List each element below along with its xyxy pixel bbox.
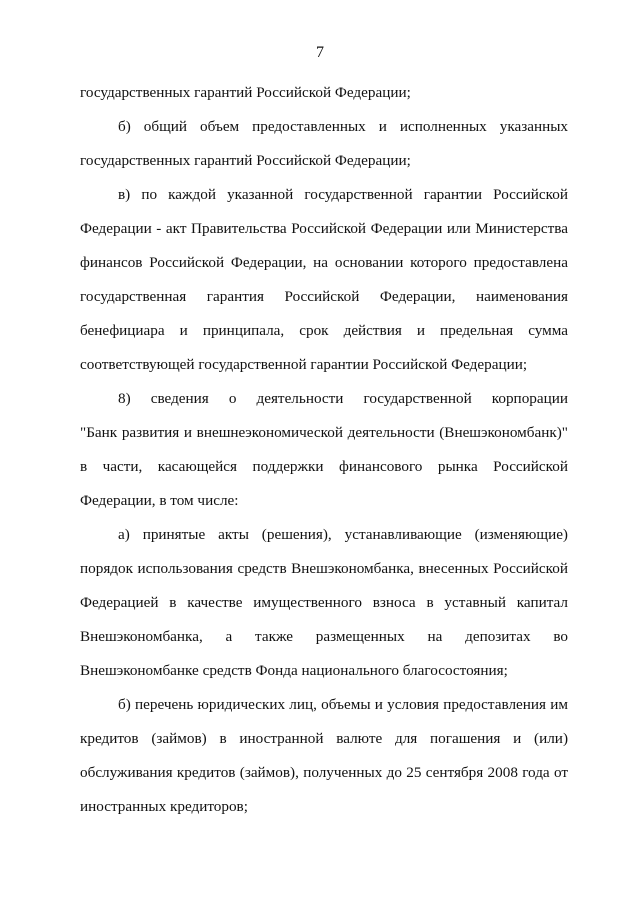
text-line: бенефициара и принципала, срок действия и предельная сумма [80, 322, 568, 339]
text-line: государственных гарантий Российской Федерации; [80, 84, 411, 101]
text-line: в части, касающейся поддержки финансового рынка Российской [80, 458, 568, 475]
text-line: финансов Российской Федерации, на основании которого предоставлена [80, 254, 568, 271]
page-number: 7 [316, 44, 324, 61]
text-line: Федерацией в качестве имущественного взноса в уставный капитал [80, 594, 568, 611]
text-line: Федерации, в том числе: [80, 492, 239, 509]
text-line: государственная гарантия Российской Федерации, наименования [80, 288, 568, 305]
text-line: государственных гарантий Российской Федерации; [80, 152, 411, 169]
document-text [80, 76, 568, 824]
text-line: иностранных кредиторов; [80, 798, 248, 815]
text-line: 8) сведения о деятельности государственной корпорации [118, 390, 568, 407]
text-line: а) принятые акты (решения), устанавливающие (изменяющие) [118, 526, 568, 543]
text-line: соответствующей государственной гарантии Российской Федерации; [80, 356, 528, 373]
text-line: Внешэкономбанка, а также размещенных на депозитах во [80, 628, 568, 645]
text-line: Внешэкономбанке средств Фонда национального благосостояния; [80, 662, 508, 679]
text-line: обслуживания кредитов (займов), полученных до 25 сентября 2008 года от [80, 764, 568, 781]
text-line: б) перечень юридических лиц, объемы и условия предоставления им [118, 696, 568, 713]
text-line: Федерации - акт Правительства Российской Федерации или Министерства [80, 220, 568, 237]
text-line: б) общий объем предоставленных и исполненных указанных [118, 118, 568, 135]
text-line: кредитов (займов) в иностранной валюте для погашения и (или) [80, 730, 568, 747]
text-line: порядок использования средств Внешэкономбанка, внесенных Российской [80, 560, 568, 577]
text-line: в) по каждой указанной государственной гарантии Российской [118, 186, 568, 203]
text-line: "Банк развития и внешнеэкономической деятельности (Внешэкономбанк)" [80, 424, 568, 441]
